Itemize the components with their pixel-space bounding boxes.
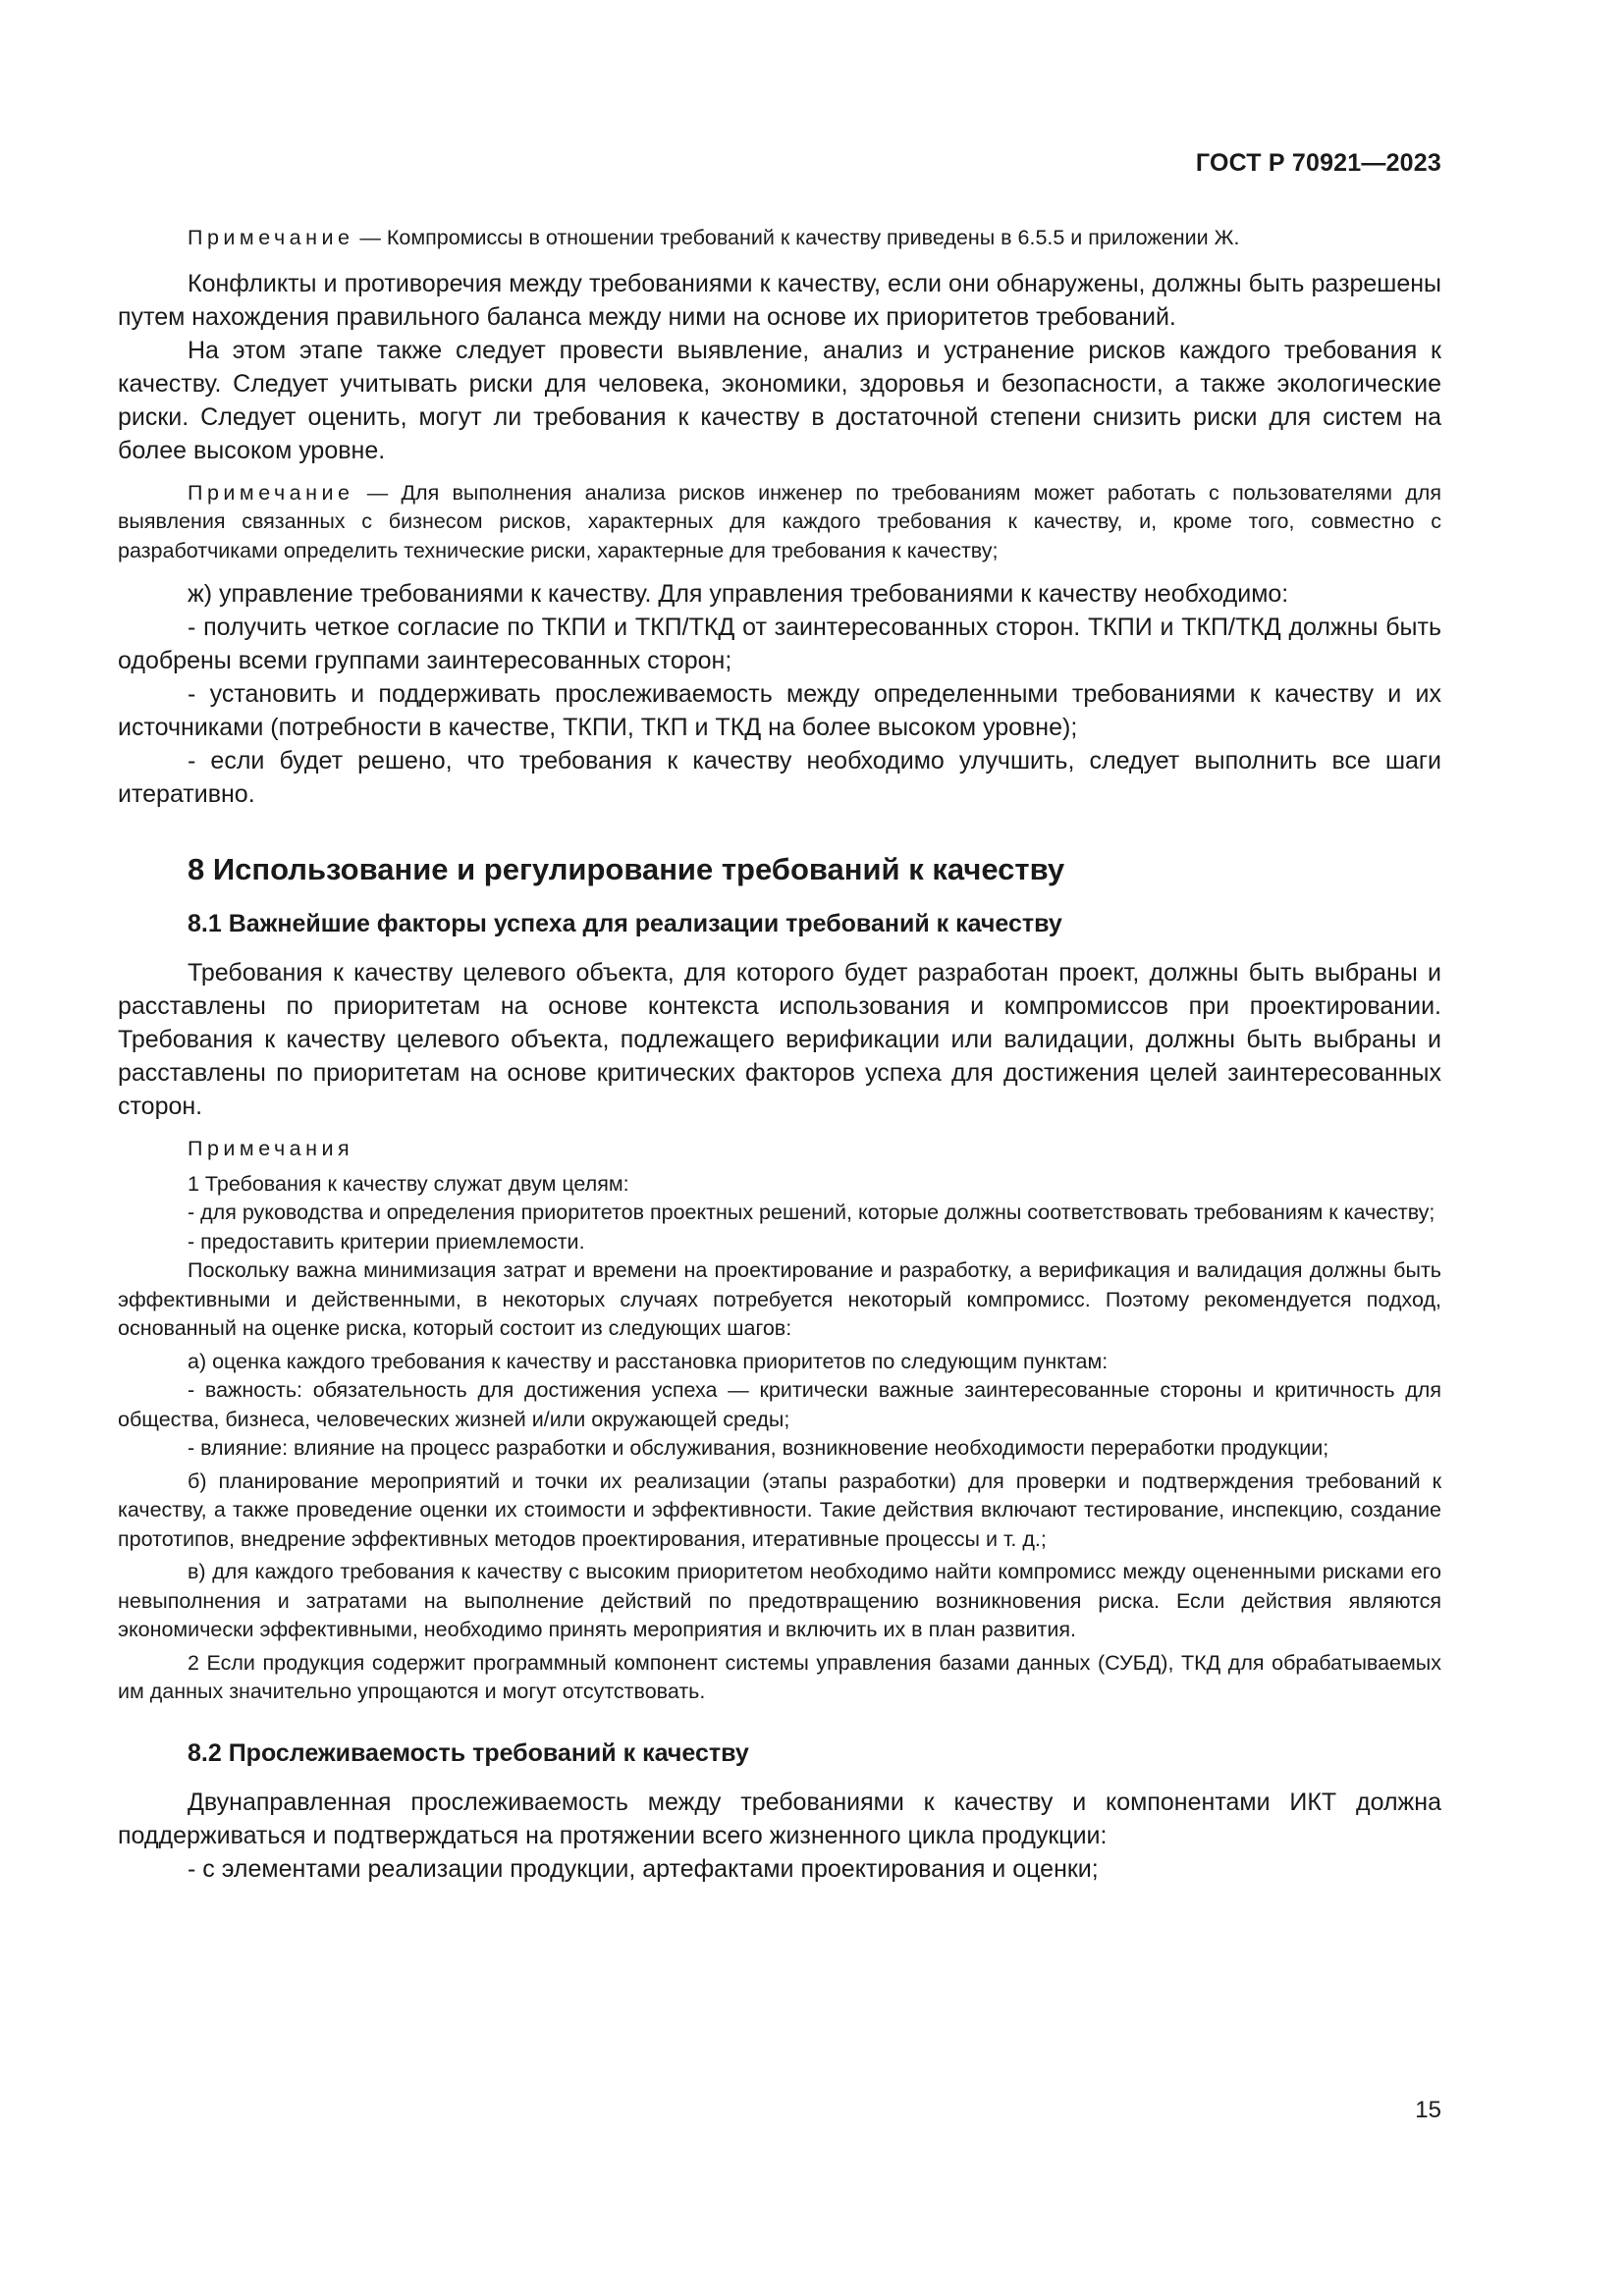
document-body — [118, 224, 1441, 1886]
subsection-heading: 8.2 Прослеживаемость требований к качеству — [188, 1738, 749, 1767]
list-item: - если будет решено, что требования к качеству необходимо улучшить, следует выполнить все шаги итеративно. — [118, 747, 1441, 808]
note-item: - предоставить критерии приемлемости. — [188, 1229, 585, 1254]
note-item: а) оценка каждого требования к качеству и расстановка приоритетов по следующим пунктам: — [188, 1349, 1109, 1373]
note-item: - важность: обязательность для достижения успеха — критически важные заинтересованные стороны и критичность для общества, бизнеса, человеческих жизней и/или окружающей среды; — [118, 1378, 1441, 1431]
note-item: Поскольку важна минимизация затрат и времени на проектирование и разработку, а верификация и валидация должны быть эффективными и действенными, в некоторых случаях потребуется некоторый компромисс. Поэтому рекомендуется подход, основанный на оценке риска, который состоит из следующих шагов: — [118, 1258, 1441, 1340]
note-item: 2 Если продукция содержит программный компонент системы управления базами данных (СУБД), ТКД для обрабатываемых им данных значительно упрощаются и могут отсутствовать. — [118, 1650, 1441, 1703]
paragraph: На этом этапе также следует провести выявление, анализ и устранение рисков каждого требования к качеству. Следует учитывать риски для человека, экономики, здоровья и безопасности, а также экологические риски. Следует оценить, могут ли требования к качеству в достаточной степени снизить риски для систем на более высоком уровне. — [118, 336, 1441, 464]
note-label: Примечание — [188, 480, 354, 505]
note-item: - для руководства и определения приоритетов проектных решений, которые должны соответствовать требованиям к качеству; — [188, 1201, 1435, 1224]
note-text: Компромиссы в отношении требований к качеству приведены в 6.5.5 и приложении Ж. — [386, 226, 1240, 249]
note-risk-analysis — [118, 479, 1441, 566]
paragraph: Двунаправленная прослеживаемость между требованиями к качеству и компонентами ИКТ должна поддерживаться и подтверждаться на протяжении всего жизненного цикла продукции: — [118, 1788, 1441, 1849]
section-heading: 8 Использование и регулирование требований к качеству — [188, 852, 1065, 886]
note-item: 1 Требования к качеству служат двум целям: — [188, 1171, 629, 1196]
paragraph: Требования к качеству целевого объекта, для которого будет разработан проект, должны быть выбраны и расставлены по приоритетам на основе контекста использования и компромиссов при проектировании. Требования к качеству целевого объекта, подлежащего верификации или валидации, должны быть выбраны и расставлены по приоритетам на основе критических факторов успеха для достижения целей заинтересованных сторон. — [118, 959, 1441, 1120]
note-dash: — — [353, 480, 402, 505]
document-header: ГОСТ Р 70921—2023 — [1195, 149, 1441, 177]
paragraph: Конфликты и противоречия между требованиями к качеству, если они обнаружены, должны быть разрешены путем нахождения правильного баланса между ними на основе их приоритетов требований. — [118, 269, 1441, 331]
note-label: Примечание — [188, 226, 354, 249]
note-item: в) для каждого требования к качеству с высоким приоритетом необходимо найти компромисс между оцененными рисками его невыполнения и затратами на выполнение действий по предотвращению возникновения риска. Если действия являются экономически эффективными, необходимо принять мероприятия и включить их в план развития. — [118, 1560, 1441, 1641]
notes-label: Примечания — [188, 1137, 354, 1160]
note-text: Для выполнения анализа рисков инженер по требованиям может работать с пользователями для выявления связанных с бизнесом рисков, характерных для каждого требования к качеству, и, кроме того, совместно с разработчиками определить технические риски, характерные для требования к качеству; — [118, 480, 1441, 562]
note-item: - влияние: влияние на процесс разработки и обслуживания, возникновение необходимости переработки продукции; — [188, 1436, 1329, 1460]
page-number: 15 — [1415, 2097, 1441, 2123]
note-dash: — — [353, 226, 387, 249]
subsection-heading: 8.1 Важнейшие факторы успеха для реализации требований к качеству — [188, 910, 1062, 937]
list-item: - с элементами реализации продукции, артефактами проектирования и оценки; — [188, 1854, 1099, 1883]
list-heading: ж) управление требованиями к качеству. Для управления требованиями к качеству необходимо: — [188, 580, 1289, 608]
list-item: - установить и поддерживать прослеживаемость между определенными требованиями к качеству и их источниками (потребности в качестве, ТКПИ, ТКП и ТКД на более высоком уровне); — [118, 680, 1441, 741]
note-compromises — [118, 224, 1441, 253]
note-item: б) планирование мероприятий и точки их реализации (этапы разработки) для проверки и подтверждения требований к качеству, а также проведение оценки их стоимости и эффективности. Такие действия включают тестирование, инспекцию, создание прототипов, внедрение эффективных методов проектирования, итеративные процессы и т. д.; — [118, 1468, 1441, 1551]
list-item: - получить четкое согласие по ТКПИ и ТКП/ТКД от заинтересованных сторон. ТКПИ и ТКП/ТКД должны быть одобрены всеми группами заинтересованных сторон; — [118, 614, 1441, 674]
